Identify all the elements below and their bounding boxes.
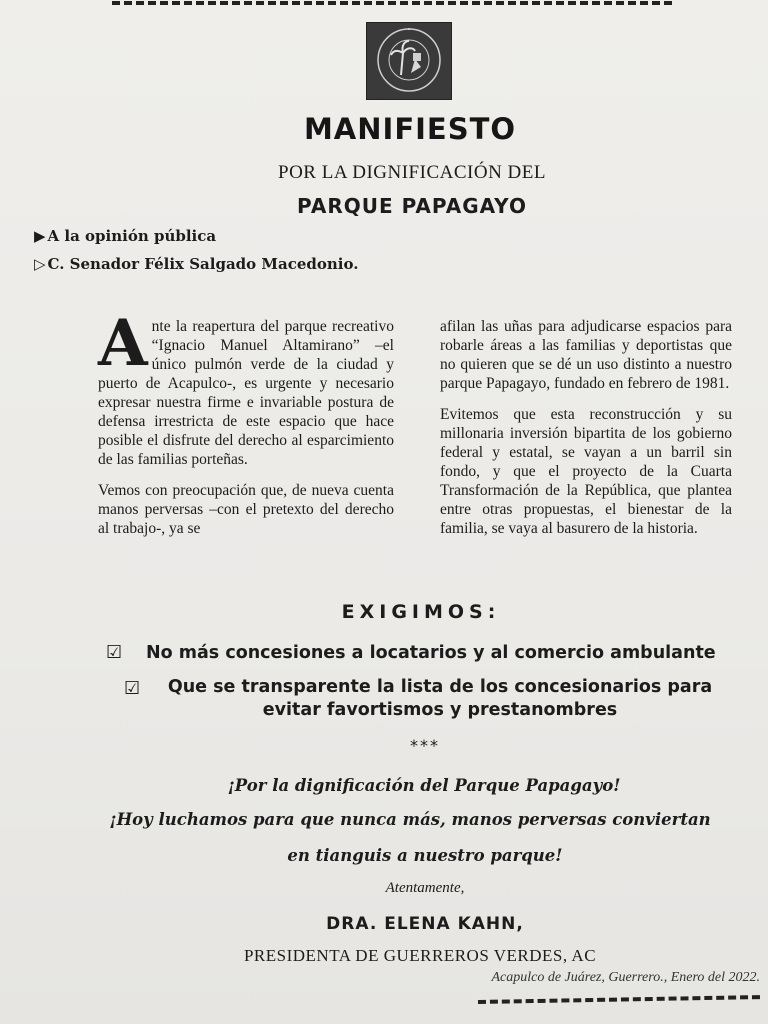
section-divider: *** [410,736,440,755]
demand-item: No más concesiones a locatarios y al comercio ambulante [146,643,716,663]
checkbox-icon: ☑ [106,642,123,663]
addressee-text: A la opinión pública [47,227,217,245]
body-paragraph: Vemos con preocupación que, de nueva cuenta manos perversas –con el pretexto del derecho al trabajo-, ya se [98,482,394,537]
addressee-public [34,227,216,245]
slogan-line: ¡Hoy luchamos para que nunca más, manos perversas conviertan [109,810,711,829]
filled-triangle-icon: ▶ [34,227,46,245]
body-paragraph: afilan las uñas para adjudicarse espacios para robarle áreas a las familias y deportistas que no quieren que se dé un uso distinto a nuestro parque Papagayo, fundado en febrero de 1981. [440,318,732,392]
park-name: PARQUE PAPAGAYO [297,194,527,218]
closing-salutation: Atentamente, [385,880,465,896]
body-paragraph: Evitemos que esta reconstrucción y su millonaria inversión bipartita de los gobierno federal y estatal, se vayan a un barril sin fondo, y que el proyecto de la Cuarta Transformación de la República, que plantea entre otras propuestas, el bienestar de la familia, se vaya al basurero de la historia. [440,406,732,537]
signer-name: DRA. ELENA KAHN, [326,914,524,934]
guerreros-verdes-logo [366,22,452,100]
signer-role: PRESIDENTA DE GUERREROS VERDES, AC [243,946,597,965]
top-dashed-border [112,1,672,5]
demands-heading: EXIGIMOS: [341,601,501,623]
paragraph-text: nte la reapertura del parque recreativo “Ignacio Manuel Altamirano” –el único pulmón verde de la ciudad y puerto de Acapulco-, es urgente y necesario expresar nuestra firme e invariable postura de defensa irrestricta de este espacio que hace posible el disfrute del derecho al esparcimiento de las familias porteñas. [98,318,394,468]
addressee-text: C. Senador Félix Salgado Macedonio. [47,255,359,273]
drop-cap: A [98,306,148,381]
slogan-line: ¡Por la dignificación del Parque Papagayo! [227,776,621,795]
document-title: MANIFIESTO [303,112,517,146]
body-paragraph [98,306,394,469]
document-subtitle: POR LA DIGNIFICACIÓN DEL [278,162,546,183]
demand-item: Que se transparente la lista de los concesionarios para evitar favortismos y prestanombres [167,677,713,720]
addressee-senator [34,255,358,273]
outline-triangle-icon: ▷ [34,255,46,273]
place-date: Acapulco de Juárez, Guerrero., Enero del 2022. [491,970,760,985]
slogan-line: en tianguis a nuestro parque! [287,846,563,865]
checkbox-icon: ☑ [124,678,141,699]
body-column-left [98,306,394,550]
bottom-dashed-border [478,995,760,1004]
body-column-right [440,317,732,550]
